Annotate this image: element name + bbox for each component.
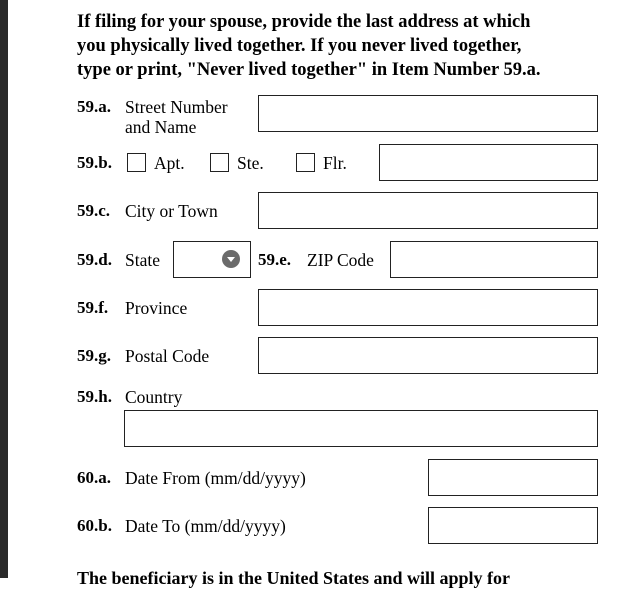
item-number-60b: 60.b.	[77, 516, 112, 535]
apt-label: Apt.	[154, 153, 185, 173]
state-label: State	[125, 250, 160, 270]
street-number-and-name-input[interactable]	[258, 95, 598, 132]
item-number-59b: 59.b.	[77, 153, 112, 172]
chevron-down-icon[interactable]	[222, 250, 240, 268]
flr-checkbox[interactable]	[296, 153, 315, 172]
city-or-town-input[interactable]	[258, 192, 598, 229]
item-number-59a: 59.a.	[77, 97, 111, 116]
unit-number-input[interactable]	[379, 144, 598, 181]
ste-checkbox[interactable]	[210, 153, 229, 172]
street-label-line2: and Name	[125, 117, 197, 137]
date-to-label: Date To (mm/dd/yyyy)	[125, 516, 286, 536]
flr-label: Flr.	[323, 153, 347, 173]
page-left-edge	[0, 0, 8, 578]
zip-code-label: ZIP Code	[307, 250, 374, 270]
item-number-59d: 59.d.	[77, 250, 112, 269]
apt-checkbox[interactable]	[127, 153, 146, 172]
date-from-input[interactable]	[428, 459, 598, 496]
item-number-60a: 60.a.	[77, 468, 111, 487]
date-from-label: Date From (mm/dd/yyyy)	[125, 468, 306, 488]
street-label-line1: Street Number	[125, 97, 228, 117]
postal-code-label: Postal Code	[125, 346, 210, 366]
instruction-line-1: If filing for your spouse, provide the last address at which	[77, 12, 531, 32]
item-number-59e: 59.e.	[258, 250, 292, 269]
date-to-input[interactable]	[428, 507, 598, 544]
instruction-line-2: you physically lived together. If you never lived together,	[77, 36, 522, 56]
province-input[interactable]	[258, 289, 598, 326]
instruction-line-3: type or print, "Never lived together" in Item Number 59.a.	[77, 60, 541, 80]
city-label: City or Town	[125, 201, 218, 221]
postal-code-input[interactable]	[258, 337, 598, 374]
ste-label: Ste.	[237, 153, 264, 173]
country-label: Country	[125, 387, 183, 407]
country-input[interactable]	[124, 410, 598, 447]
zip-code-input[interactable]	[390, 241, 598, 278]
state-select[interactable]	[173, 241, 251, 278]
province-label: Province	[125, 298, 188, 318]
section-instructions	[77, 10, 617, 82]
item-number-59c: 59.c.	[77, 201, 111, 220]
next-section-text-cut-off: The beneficiary is in the United States and will apply for	[77, 568, 511, 588]
item-number-59g: 59.g.	[77, 346, 111, 365]
item-number-59f: 59.f.	[77, 298, 109, 317]
item-number-59h: 59.h.	[77, 387, 112, 406]
